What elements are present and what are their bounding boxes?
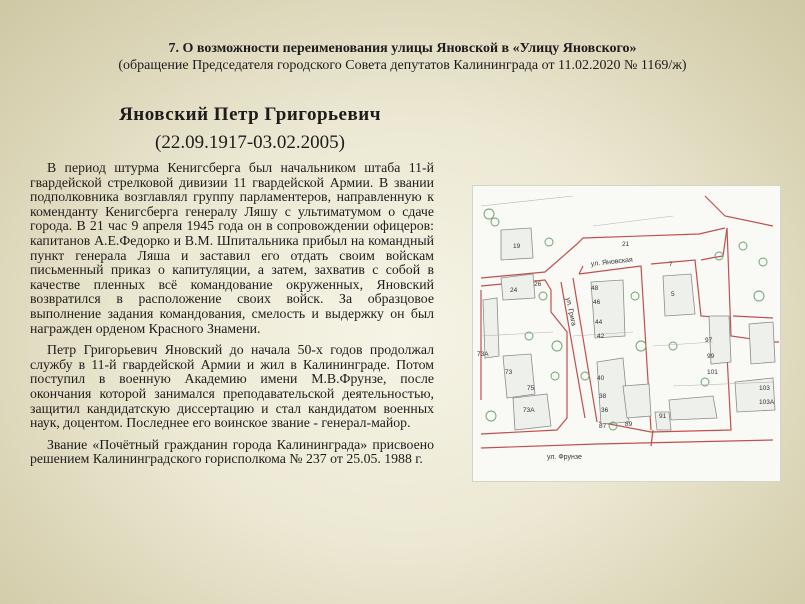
person-dates: (22.09.1917-03.02.2005) — [155, 132, 345, 153]
street-label-grig: ул. Грига — [564, 296, 577, 327]
house-number: 89 — [625, 421, 633, 428]
house-number: 97 — [705, 337, 713, 344]
house-number: 24 — [510, 287, 518, 294]
house-number: 99 — [707, 353, 715, 360]
house-number: 38 — [599, 393, 607, 400]
bio-paragraph-3: Звание «Почётный гражданин города Калининграда» присвоено решением Калининградского горисполкома № 237 от 25.05. 1988 г. — [30, 436, 434, 467]
slide-header — [0, 40, 805, 74]
house-number: 91 — [659, 413, 667, 420]
house-number: 26 — [534, 281, 542, 288]
house-number: 103А — [759, 399, 775, 406]
house-number: 36 — [601, 407, 609, 414]
house-number: 101 — [707, 369, 718, 376]
house-number: 87 — [599, 423, 607, 430]
biography-text — [30, 161, 434, 474]
house-number: 103 — [759, 385, 770, 392]
cadastral-map — [472, 185, 781, 482]
house-number: 44 — [595, 319, 603, 326]
street-label-yanovskaya: ул. Яновская — [590, 256, 634, 268]
house-number: 48 — [591, 285, 599, 292]
person-name: Яновский Петр Григорьевич — [119, 104, 381, 125]
slide-subtitle: (обращение Председателя городского Совета депутатов Калининграда от 11.02.2020 № 1169/ж) — [118, 58, 687, 73]
house-number: 46 — [593, 299, 601, 306]
house-number: 73А — [477, 351, 489, 358]
house-number: 40 — [597, 375, 605, 382]
house-number: 42 — [597, 333, 605, 340]
slide-title: 7. О возможности переименования улицы Яновской в «Улицу Яновского» — [168, 41, 637, 56]
house-number: 7 — [669, 261, 673, 268]
house-number: 5 — [671, 291, 675, 298]
house-number: 75 — [527, 385, 535, 392]
house-number: 21 — [622, 241, 630, 248]
map-drawing — [473, 186, 780, 481]
house-number: 73А — [523, 407, 535, 414]
house-number: 73 — [505, 369, 513, 376]
street-label-frunze: ул. Фрунзе — [547, 454, 582, 461]
bio-paragraph-2: Петр Григорьевич Яновский до начала 50-х годов продолжал службу в 11-й гвардейской Армии и жил в Калининграде. Потом поступил в военную Академию имени М.В.Фрунзе, после окончания которой занимался преподавательской деятельностью, защитил кандидатскую диссертацию и стал кандидатом военных наук, доцентом. Последнее его воинское звание - генерал-майор. — [30, 342, 434, 431]
house-number: 19 — [513, 243, 521, 250]
bio-paragraph-1: В период штурма Кенигсберга был начальником штаба 11-й гвардейской стрелковой дивизии 11 гвардейской Армии. В звании подполковника возглавлял группу парламентеров, направленную к коменданту Кенигсберга генералу Ляшу с ультиматумом о сдаче города. В 21 час 9 апреля 1945 года он в сопровождении офицеров: капитанов А.Е.Федорко и В.М. Шпитальника прибыл на командный пункт генерала Ляша и заставил его отдать своим войскам письменный приказ о капитуляции, а затем, захватив с собой в качестве пленных всё командование окруженных, Яновский возвратился в расположение своих войск. За образцовое выполнение задания командования, смелость и выдержку он был награжден орденом Красного Знамени. — [30, 160, 434, 336]
